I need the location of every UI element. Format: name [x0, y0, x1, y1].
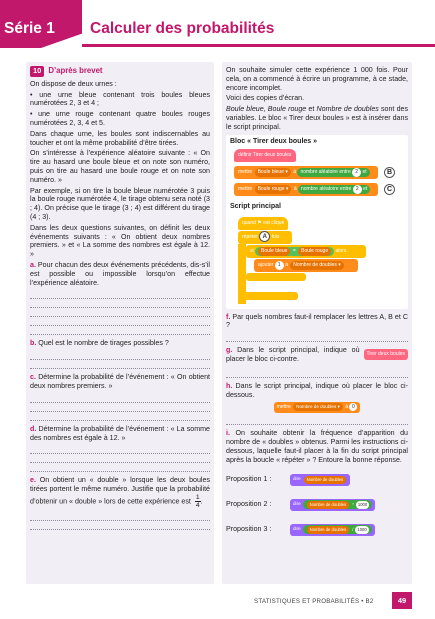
set-doubles-row — [226, 402, 408, 413]
question-i — [226, 429, 408, 464]
variables-mid: et — [306, 105, 317, 114]
fraction-denominator: 4 — [195, 501, 200, 509]
proposition-3-var: Nombre de doubles — [307, 526, 350, 534]
letter-b-bubble: B — [384, 167, 395, 178]
question-f-text: Par quels nombres faut-il remplacer les lettres A, B et C ? — [226, 312, 409, 330]
proposition-2-label: Proposition 2 : — [226, 500, 272, 509]
left-column — [26, 62, 214, 584]
simulation-intro: On souhaite simuler cette expérience 1 000 fois. Pour cela, on a commencé à écrire un programme, à ce stade, encore incomplet. — [226, 66, 408, 92]
answer-line[interactable] — [226, 416, 408, 425]
when-flag-block[interactable] — [238, 217, 288, 230]
answer-line[interactable] — [30, 290, 210, 299]
right-column — [222, 62, 412, 584]
screenshots-note: Voici des copies d’écran. — [226, 94, 305, 103]
page-title: Calculer des probabilités — [90, 20, 275, 37]
proposition-2-op-block — [303, 500, 373, 509]
question-a-letter: a. — [30, 260, 36, 269]
set-doubles-val: 0 — [349, 403, 357, 411]
question-h-text: Dans le script principal, indique où placer le bloc ci-dessous. — [226, 381, 408, 399]
if-label: si — [250, 247, 254, 254]
variables-end: sont des variables. Le bloc « Tirer deux boules » est à insérer dans le script principal. — [226, 105, 409, 131]
when-flag-label: quand ⚑ est cliqué — [242, 219, 285, 226]
bullet-blue-urn: • une urne bleue contenant trois boules bleues numérotées 2, 3 et 4 ; — [30, 90, 210, 108]
page-header — [0, 0, 435, 50]
answer-line[interactable] — [30, 512, 210, 521]
question-d — [30, 425, 210, 443]
question-g-text: Dans le script principal, indique où placer le bloc ci-contre. — [226, 346, 360, 363]
exercise-heading — [30, 66, 210, 77]
block-title: Bloc « Tirer deux boules » — [230, 137, 318, 145]
page-number: 49 — [392, 592, 412, 609]
question-e-text: On obtient un « double » lorsque les deux boules tirées portent le même numéro. Justifie que la probabilité d’obtenir un « double » lors de cette expérience est — [30, 476, 210, 506]
if-right-var: Boule rouge — [298, 247, 331, 256]
set-blue-block[interactable] — [234, 166, 378, 179]
answer-line[interactable] — [30, 454, 210, 463]
answer-line[interactable] — [226, 369, 408, 378]
footer-chapter: STATISTIQUES ET PROBABILITÉS • B2 — [254, 598, 374, 605]
proposition-1-block[interactable] — [290, 474, 350, 486]
answer-lines-b[interactable] — [30, 351, 210, 369]
paragraph-experience: On s’intéresse à l’expérience aléatoire suivante : « On tire au hasard une boule bleue et on note son numéro, puis on tire au hasard une boule rouge et on note son numéro. » — [30, 149, 210, 184]
proposition-3-label: Proposition 3 : — [226, 525, 272, 534]
question-e-letter: e. — [30, 476, 36, 485]
answer-lines-e[interactable] — [30, 512, 210, 530]
question-d-text: Détermine la probabilité de l’événement : « La somme des nombres est égale à 12. » — [30, 424, 210, 442]
question-f-letter: f. — [226, 312, 231, 321]
scratch-screenshot — [226, 135, 408, 309]
bullet-red-urn: • une urne rouge contenant quatre boules rouges numérotées 2, 3, 4 et 5. — [30, 110, 210, 127]
set-blue-prefix: mettre — [238, 168, 253, 175]
tirer-deux-boules-block[interactable]: Tirer deux boules — [364, 349, 408, 360]
answer-lines-c[interactable] — [30, 394, 210, 421]
proposition-1-dire: dire — [293, 476, 301, 482]
if-end — [246, 273, 306, 281]
paragraph-example: Par exemple, si on tire la boule bleue numérotée 3 puis la boule rouge numérotée 4, le tirage obtenu sera noté (3 ; 4). On précise que le tirage (3 ; 4) est différent du tirage (4 ; 3). — [30, 186, 210, 221]
proposition-1-var: Nombre de doubles — [304, 476, 347, 484]
answer-lines-f[interactable] — [226, 333, 408, 342]
random-blue — [297, 168, 369, 177]
add-label: ajouter — [258, 261, 274, 268]
question-c-text: Détermine la probabilité de l’événement : « On obtient deux nombres premiers. » — [30, 373, 210, 390]
question-c — [30, 373, 210, 391]
answer-line[interactable] — [30, 326, 210, 335]
define-block[interactable] — [234, 149, 296, 162]
question-g — [226, 346, 360, 364]
repeat-end — [238, 292, 298, 300]
exercise-number: 10 — [30, 66, 44, 77]
exercise-title: D’après brevet — [48, 66, 103, 75]
question-g-letter: g. — [226, 346, 233, 355]
answer-line[interactable] — [30, 299, 210, 308]
question-h-letter: h. — [226, 381, 233, 390]
question-e — [30, 476, 210, 509]
header-rule — [82, 44, 435, 47]
add-to-block[interactable] — [254, 259, 358, 272]
random-red-label: nombre aléatoire entre — [301, 185, 352, 192]
question-b — [30, 339, 210, 348]
intro-text: On dispose de deux urnes : — [30, 79, 117, 88]
set-red-block[interactable] — [234, 183, 378, 196]
set-doubles-prefix: mettre — [276, 404, 291, 411]
random-blue-low: 2 — [352, 168, 361, 177]
letter-c-bubble: C — [384, 184, 395, 195]
if-left-var: Boule bleue — [258, 247, 290, 256]
set-blue-mid: à — [293, 168, 297, 175]
answer-line[interactable] — [30, 403, 210, 412]
question-b-letter: b. — [30, 339, 37, 348]
set-doubles-block[interactable] — [274, 402, 361, 413]
question-i-text: On souhaite obtenir la fréquence d’apparition du nombre de « doubles » obtenus. Parmi les instructions ci-dessous, laquelle faut-il placer à la fin du script principal après la boucle « répéter » ? Entoure la bonne réponse. — [226, 429, 408, 464]
proposition-1[interactable] — [226, 472, 408, 488]
proposition-2-block[interactable] — [290, 499, 375, 511]
question-f — [226, 313, 408, 331]
proposition-3[interactable] — [226, 522, 408, 538]
question-c-letter: c. — [30, 373, 36, 382]
proposition-2-dire: dire — [293, 501, 301, 507]
answer-line[interactable] — [30, 412, 210, 421]
paragraph-events: Dans les deux questions suivantes, on définit les deux événements suivants : « On obtient deux nombres premiers. » et « La somme des nombres est égale à 12. » — [30, 223, 210, 259]
add-num: 1 — [275, 261, 284, 270]
answer-line[interactable] — [30, 394, 210, 403]
variables-note — [226, 105, 408, 131]
random-red-and: et — [363, 185, 368, 192]
answer-lines-g[interactable] — [226, 369, 408, 378]
question-a-text: Pour chacun des deux événements précédents, dis-s’il est possible ou impossible lorsqu’on effectue l’expérience aléatoire. — [30, 260, 210, 287]
answer-line[interactable] — [30, 521, 210, 530]
define-label: définir Tirer deux boules — [238, 151, 292, 158]
question-g-row — [226, 346, 408, 366]
variables-italic-2: Nombre de doubles — [316, 105, 379, 114]
random-blue-label: nombre aléatoire entre — [300, 168, 351, 175]
random-blue-and: et — [362, 168, 367, 175]
answer-lines-d[interactable] — [30, 445, 210, 472]
question-d-letter: d. — [30, 424, 37, 433]
question-b-text: Quel est le nombre de tirages possibles ? — [38, 339, 169, 348]
proposition-3-val: 1000 — [357, 526, 367, 532]
set-doubles-var: Nombre de doubles ▾ — [293, 403, 343, 411]
proposition-2-val: 1000 — [357, 501, 368, 507]
fraction-numerator: 1 — [195, 493, 200, 501]
serie-label: Série 1 — [4, 20, 55, 37]
answer-lines-a[interactable] — [30, 290, 210, 335]
question-i-letter: i. — [226, 429, 230, 438]
answer-lines-h[interactable] — [226, 416, 408, 425]
if-op: = — [292, 247, 296, 254]
repeat-block[interactable] — [238, 231, 292, 244]
letter-a-bubble: A — [259, 231, 270, 242]
repeat-label: répéter — [242, 233, 258, 240]
proposition-2[interactable] — [226, 497, 408, 513]
repeat-fois: fois — [271, 233, 280, 240]
answer-line[interactable] — [30, 317, 210, 326]
random-red — [298, 185, 370, 194]
proposition-3-block[interactable] — [290, 524, 375, 536]
condition-equal — [255, 247, 334, 256]
proposition-3-dire: dire — [293, 526, 301, 532]
answer-line[interactable] — [226, 333, 408, 342]
paragraph-indiscernable: Dans chaque urne, les boules sont indiscernables au toucher et ont la même probabilité d’être tirées. — [30, 129, 210, 147]
add-to: à — [285, 261, 288, 268]
if-block[interactable] — [246, 245, 366, 258]
proposition-2-op: * — [352, 502, 354, 508]
answer-line[interactable] — [30, 351, 210, 360]
proposition-1-label: Proposition 1 : — [226, 475, 272, 484]
question-h — [226, 382, 408, 400]
answer-line[interactable] — [30, 463, 210, 472]
add-var: Nombre de doubles ▾ — [290, 261, 344, 270]
random-red-low: 2 — [353, 185, 362, 194]
if-alors: alors — [335, 247, 347, 254]
proposition-3-op-block — [303, 525, 372, 534]
answer-line[interactable] — [30, 308, 210, 317]
variables-italic: Boule bleue, Boule rouge — [226, 105, 307, 114]
answer-line[interactable] — [30, 445, 210, 454]
main-script-title: Script principal — [230, 202, 281, 210]
proposition-2-var: Nombre de doubles — [307, 501, 350, 509]
set-doubles-mid: à — [345, 404, 349, 411]
question-e-end: . — [200, 497, 203, 506]
set-red-prefix: mettre — [238, 185, 253, 192]
set-red-mid: à — [293, 185, 297, 192]
question-a — [30, 261, 210, 287]
proposition-3-op: / — [352, 527, 354, 533]
answer-line[interactable] — [30, 360, 210, 369]
set-red-var: Boule rouge ▾ — [255, 185, 292, 194]
set-blue-var: Boule bleue ▾ — [255, 168, 291, 177]
